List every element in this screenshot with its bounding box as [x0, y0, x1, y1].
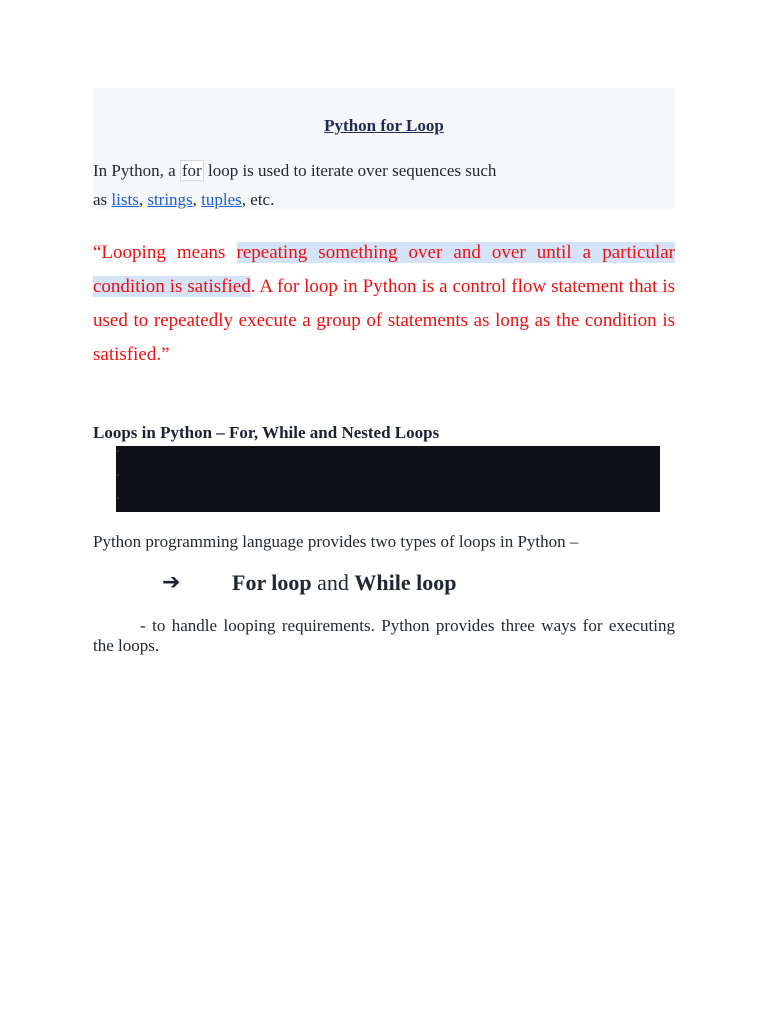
looping-quote [93, 236, 675, 372]
intro-text: In Python, a [93, 161, 180, 180]
while-loop-label: While loop [354, 570, 457, 595]
link-lists[interactable]: lists [111, 190, 139, 209]
for-loop-label: For loop [232, 570, 312, 595]
video-dot-icon [117, 497, 119, 499]
link-tuples[interactable]: tuples [201, 190, 242, 209]
quote-text: . A for loop in Python is a control flow statement that is used to repeatedly execute a group of statements as long as the condition is satisfied.” [93, 276, 675, 365]
link-strings[interactable]: strings [147, 190, 193, 209]
loop-types-intro: Python programming language provides two types of loops in Python – [93, 532, 579, 551]
section-heading: Loops in Python – For, While and Nested Loops [93, 423, 440, 442]
quote-highlight: repeating something over and over until a particular condition is satisfied [93, 242, 675, 297]
intro-text: , etc. [241, 190, 275, 209]
page-title: Python for Loop [324, 116, 444, 135]
intro-line-1 [93, 161, 496, 181]
embedded-video-player[interactable] [116, 446, 660, 512]
arrow-right-icon: ➔ [162, 570, 181, 595]
video-dot-icon [117, 450, 119, 452]
quote-text: “Looping means [93, 242, 237, 263]
intro-text: as [93, 190, 112, 209]
inline-code-for: for [181, 161, 202, 180]
video-dot-icon [117, 474, 119, 476]
intro-line-2 [93, 190, 274, 210]
handle-paragraph: - to handle looping requirements. Python provides three ways for executing the loops. [93, 616, 675, 655]
separator: , [192, 190, 202, 209]
and-text: and [311, 570, 355, 595]
intro-text: loop is used to iterate over sequences such [203, 161, 497, 180]
separator: , [138, 190, 148, 209]
loop-types-list [232, 570, 457, 596]
